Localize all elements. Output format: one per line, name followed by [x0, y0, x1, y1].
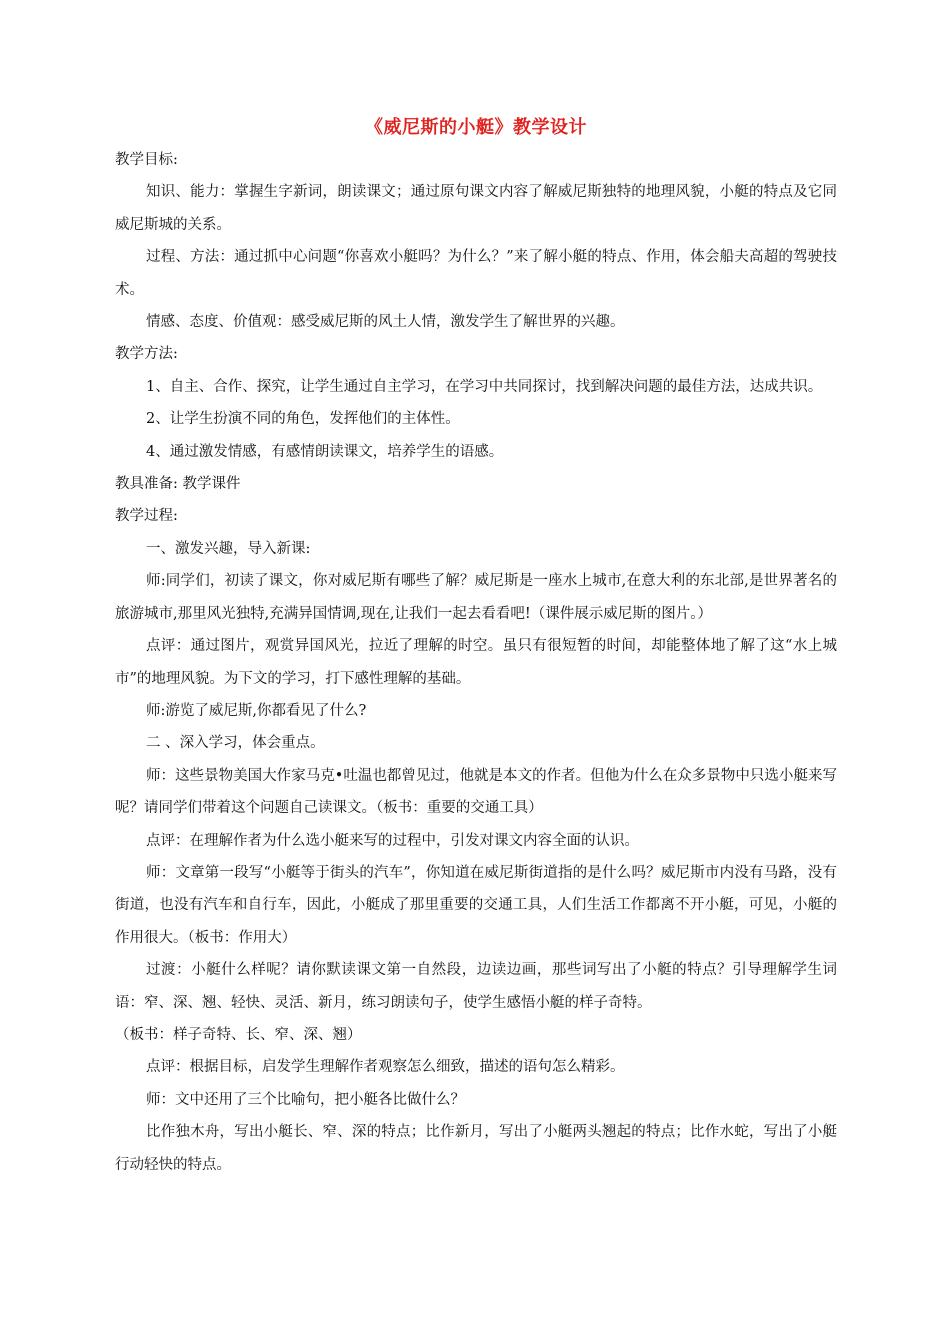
- paragraph: 点评：通过图片，观赏异国风光，拉近了理解的时空。虽只有很短暂的时间，却能整体地了解了这“水上城市”的地理风貌。为下文的学习，打下感性理解的基础。: [115, 638, 837, 687]
- paragraph: 情感、态度、价值观：感受威尼斯的风土人情，激发学生了解世界的兴趣。: [146, 314, 625, 331]
- document-body: [115, 113, 837, 1181]
- paragraph: 点评：在理解作者为什么选小艇来写的过程中，引发对课文内容全面的认识。: [146, 832, 639, 849]
- section-heading: 教具准备: 教学课件: [115, 476, 241, 493]
- paragraph: 过渡：小艇什么样呢？请你默读课文第一自然段，边读边画，那些词写出了小艇的特点？引导理解学生词语：窄、深、翘、轻快、灵活、新月，练习朗读句子，使学生感悟小艇的样子奇特。: [115, 962, 837, 1011]
- section-heading: 教学过程:: [115, 508, 178, 525]
- paragraph: 比作独木舟，写出小艇长、窄、深的特点；比作新月，写出了小艇两头翘起的特点；比作水蛇，写出了小艇行动轻快的特点。: [115, 1124, 837, 1173]
- paragraph: 点评：根据目标，启发学生理解作者观察怎么细致，描述的语句怎么精彩。: [146, 1059, 625, 1076]
- paragraph: 过程、方法：通过抓中心问题“你喜欢小艇吗？为什么？”来了解小艇的特点、作用，体会船夫高超的驾驶技术。: [115, 249, 837, 298]
- paragraph: 师:同学们，初读了课文，你对威尼斯有哪些了解？威尼斯是一座水上城市,在意大利的东北部,是世界著名的旅游城市,那里风光独特,充满异国情调,现在,让我们一起去看看吧!（课件展示威尼斯的图片。）: [115, 573, 837, 622]
- paragraph: 知识、能力：掌握生字新词，朗读课文；通过原句课文内容了解威尼斯独特的地理风貌，小艇的特点及它同威尼斯城的关系。: [115, 184, 837, 233]
- section-heading: 教学方法:: [115, 346, 178, 363]
- paragraph: 师：这些景物美国大作家马克•吐温也都曾见过，他就是本文的作者。但他为什么在众多景物中只选小艇来写呢？请同学们带着这个问题自己读课文。（板书：重要的交通工具）: [115, 767, 837, 817]
- paragraph: 师：文中还用了三个比喻句，把小艇各比做什么？: [146, 1091, 465, 1108]
- paragraph: 一、激发兴趣，导入新课:: [146, 540, 311, 557]
- paragraph-list: [115, 144, 837, 1181]
- paragraph: 2、让学生扮演不同的角色，发挥他们的主体性。: [146, 411, 460, 428]
- paragraph: 4、通过激发情感，有感情朗读课文，培养学生的语感。: [146, 443, 504, 460]
- paragraph: 二 、深入学习，体会重点。: [146, 735, 325, 752]
- document-title: 《威尼斯的小艇》教学设计: [365, 117, 587, 138]
- section-heading: 教学目标:: [115, 152, 178, 168]
- paragraph: 师：文章第一段写“小艇等于街头的汽车”，你知道在威尼斯街道指的是什么吗？威尼斯市内没有马路，没有街道，也没有汽车和自行车，因此，小艇成了那里重要的交通工具，人们生活工作都离不开小艇，可见，小艇的作用很大。（板书：作用大）: [115, 864, 837, 946]
- paragraph: （板书：样子奇特、长、窄、深、翘）: [115, 1026, 362, 1043]
- paragraph: 1、自主、合作、探究，让学生通过自主学习，在学习中共同探讨，找到解决问题的最佳方法，达成共识。: [146, 378, 823, 395]
- paragraph: 师:游览了威尼斯,你都看见了什么?: [146, 702, 367, 719]
